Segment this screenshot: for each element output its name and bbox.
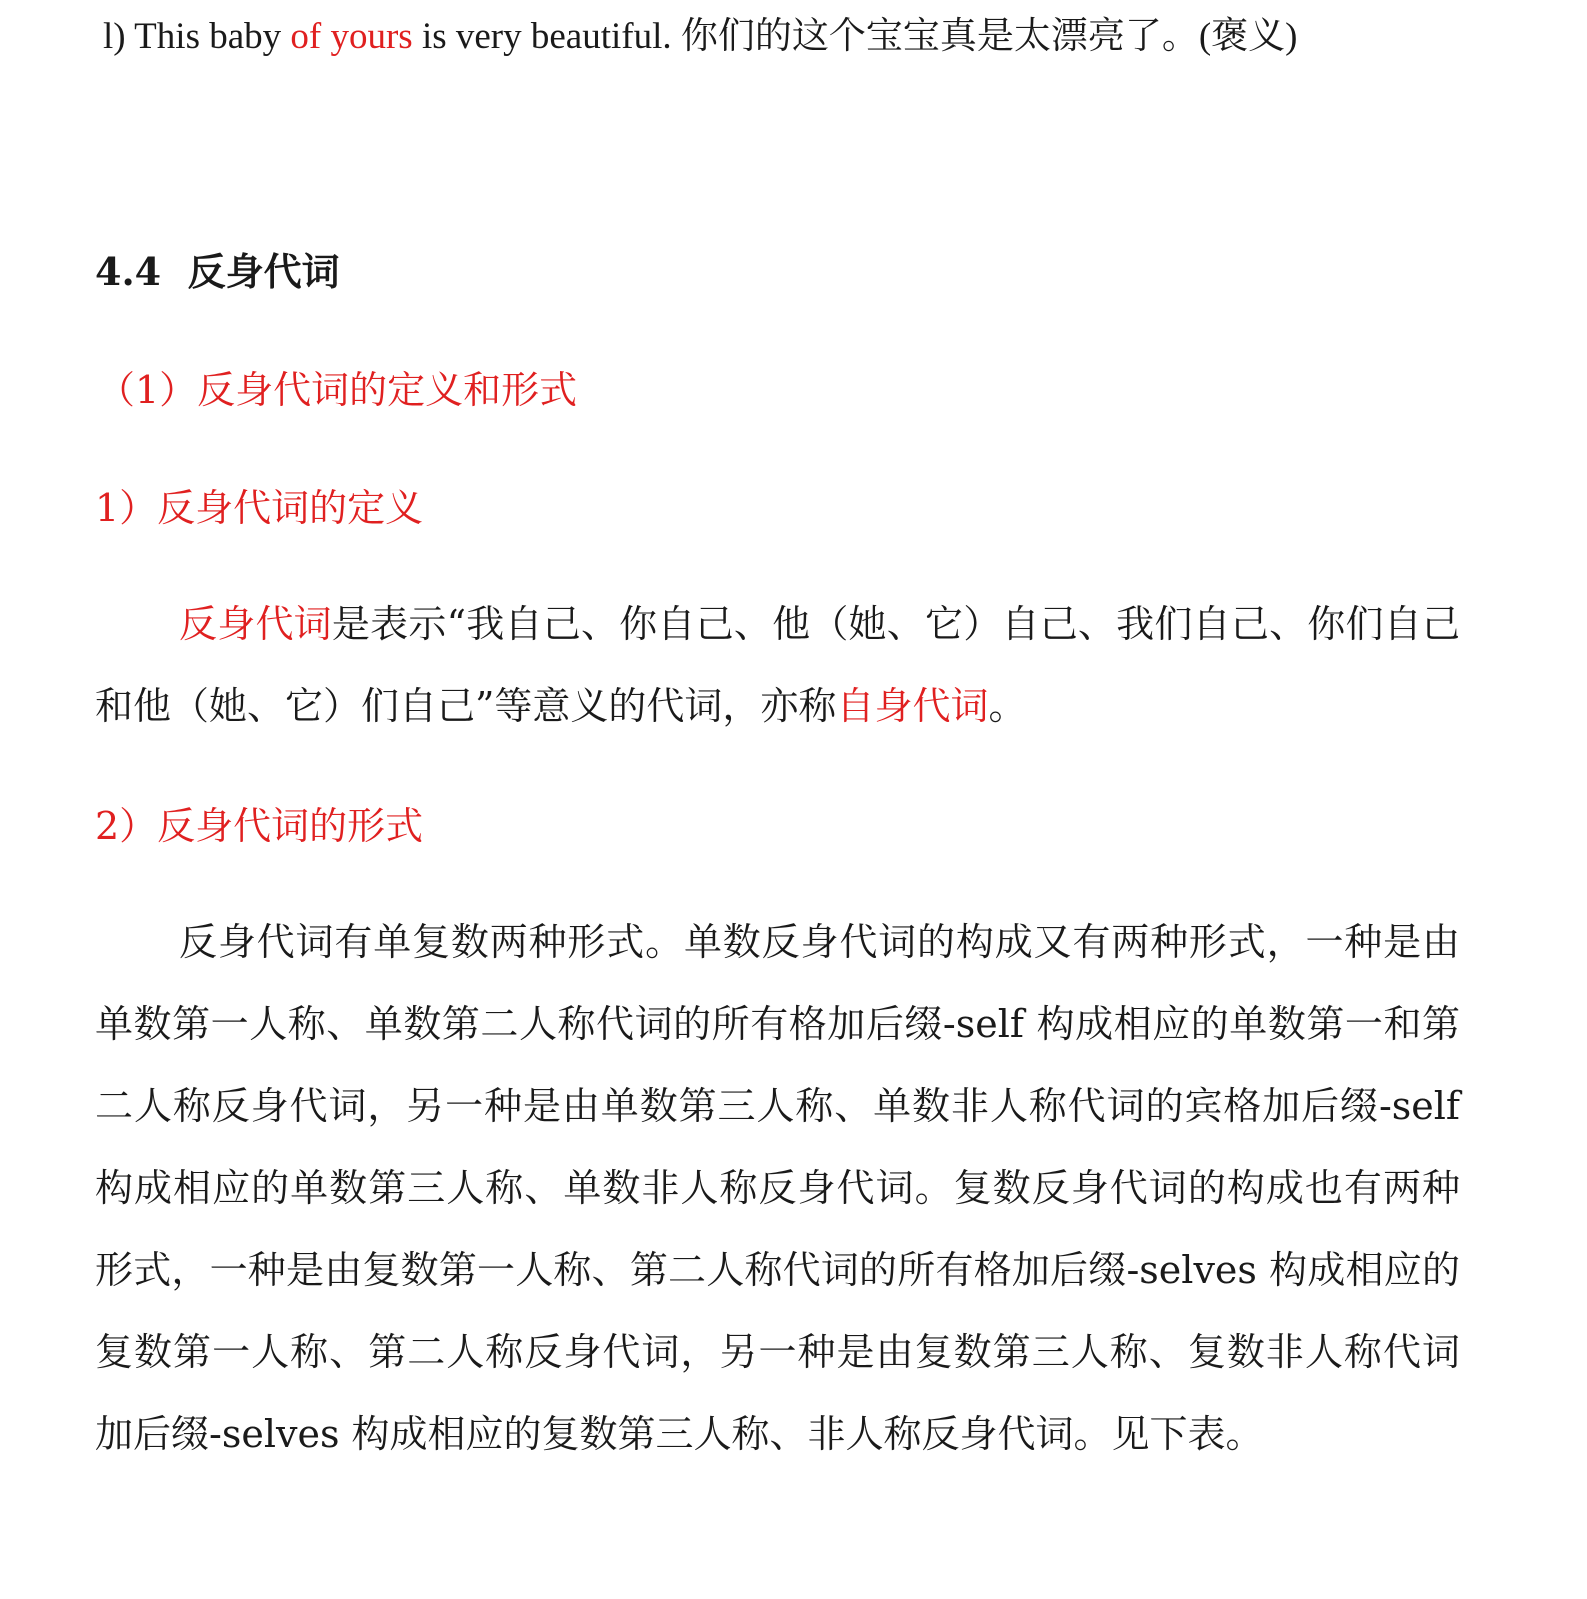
definition-paragraph (95, 583, 1460, 747)
term-self-pronoun: 自身代词 (836, 684, 989, 728)
example-sentence-l (103, 13, 1298, 61)
forms-paragraph: 反身代词有单复数两种形式。单数反身代词的构成又有两种形式，一种是由单数第一人称、单数第二人称代词的所有格加后缀-self 构成相应的单数第一和第二人称反身代词，另一种是由单数第三人称、单数非人称代词的宾格加后缀-self 构成相应的单数第三人称、单数非人称反身代词。复数反身代词的构成也有两种形式，一种是由复数第一人称、第二人称代词的所有格加后缀-selves 构成相应的复数第一人称、第二人称反身代词，另一种是由复数第三人称、复数非人称代词加后缀-selves 构成相应的复数第三人称、非人称反身代词。见下表。 (95, 920, 1460, 1456)
section-title: 反身代词 (187, 249, 340, 294)
term-reflexive-pronoun: 反身代词 (179, 602, 332, 646)
section-heading (95, 248, 340, 296)
forms-heading: 2）反身代词的形式 (95, 804, 424, 848)
example-prefix: l) This baby (103, 16, 291, 57)
section-number: 4.4 (95, 249, 162, 294)
example-suffix: is very beautiful. 你们的这个宝宝真是太漂亮了。(褒义) (412, 16, 1298, 57)
definition-body: 是表示“我自己、你自己、他（她、它）自己、我们自己、你们自己和他（她、它）们自己”等意义的代词，亦称 (95, 602, 1460, 728)
subsection-heading: （1）反身代词的定义和形式 (97, 368, 578, 412)
definition-heading: 1）反身代词的定义 (95, 486, 424, 530)
definition-end: 。 (988, 684, 1027, 728)
example-highlight: of yours (290, 16, 413, 57)
